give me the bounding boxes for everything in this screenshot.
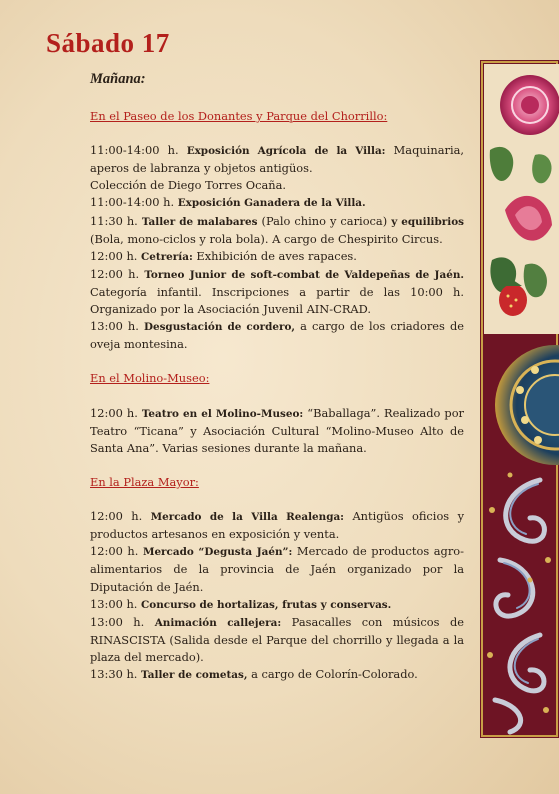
section-title: En el Molino-Museo: — [90, 371, 210, 386]
section-gap — [90, 457, 464, 474]
program-entry — [90, 194, 464, 212]
entry-text: (Palo chino y carioca) — [257, 213, 392, 228]
floral-border-svg — [480, 60, 559, 738]
entry-text: Mercado de productos agro-alimentarios de la provincia de Jaén organizado por la Diputación de Jaén. — [90, 544, 464, 594]
entry-text: 12:00 h. — [90, 266, 145, 281]
entry-text: a cargo de Colorín-Colorado. — [247, 667, 418, 681]
entry-text: 13:30 h. — [90, 667, 142, 681]
section-gap — [90, 388, 464, 405]
entry-text: 12:00 h. — [90, 509, 151, 524]
program-entry — [90, 666, 464, 684]
entry-text: (Bola, mono-ciclos y rola bola). A cargo de Chespirito Circus. — [90, 231, 443, 246]
event-name: Exposición Agrícola de la Villa: — [186, 145, 386, 158]
program-entry — [90, 266, 464, 318]
entry-text: 12:00 h. — [90, 405, 142, 420]
event-name: Torneo Junior de soft-combat de Valdepeñas de Jaén. — [144, 268, 464, 281]
entry-text: 13:00 h. — [90, 596, 142, 611]
day-heading: Sábado 17 — [46, 28, 170, 58]
program-entry — [90, 614, 464, 666]
entry-text: 12:00 h. — [90, 248, 142, 263]
entry-text: Antigüos oficios y productos artesanos en exposición y venta. — [90, 509, 464, 542]
program-entry — [90, 596, 464, 614]
program-entry — [90, 405, 464, 457]
section-gap — [90, 353, 464, 370]
entry-text: Maquinaria, aperos de labranza y objetos antigüos. — [90, 143, 464, 176]
event-name: Cetrería: — [141, 250, 193, 263]
program-entry — [90, 142, 464, 177]
entry-text: Pasacalles con músicos de RINASCISTA (Salida desde el Parque del chorrillo y llegada a la plaza del mercado). — [90, 614, 465, 664]
section-gap — [90, 125, 464, 142]
section-title: En el Paseo de los Donantes y Parque del Chorrillo: — [90, 109, 388, 123]
entry-text: “Baballaga”. Realizado por Teatro “Ticana” y Asociación Cultural “Molino-Museo Alto de Santa Ana”. Varias sesiones durante la mañana. — [90, 405, 464, 455]
entry-text: 13:00 h. — [90, 614, 155, 629]
section-gap — [90, 491, 464, 508]
program-entry — [90, 213, 464, 248]
event-name: Mercado “Degusta Jaén”: — [142, 546, 293, 559]
program-entry — [90, 543, 464, 595]
event-name: Concurso de hortalizas, frutas y conservas. — [141, 598, 392, 611]
entry-text: 11:30 h. — [90, 213, 142, 228]
floral-border-illustration — [480, 60, 559, 738]
program-entry — [90, 177, 464, 194]
entry-text: 12:00 h. — [90, 544, 143, 559]
entry-text: Colección de Diego Torres Ocaña. — [90, 178, 287, 193]
program-content — [90, 108, 464, 684]
event-name: Animación callejera: — [154, 616, 282, 629]
event-name: Mercado de la Villa Realenga: — [150, 511, 345, 524]
entry-text: 13:00 h. — [90, 319, 144, 334]
event-name: Desgustación de cordero, — [143, 321, 296, 334]
rose-flower — [500, 75, 559, 135]
entry-text: 11:00-14:00 h. — [90, 143, 187, 158]
program-entry — [90, 508, 464, 543]
event-name: Teatro en el Molino-Museo: — [141, 407, 304, 420]
period-subheading: Mañana: — [90, 71, 146, 87]
entry-text: a cargo de los criadores de oveja montesina. — [90, 319, 464, 352]
entry-text: Exhibición de aves rapaces. — [192, 248, 357, 263]
event-name: Taller de malabares — [141, 215, 258, 228]
entry-text: Categoría infantil. Inscripciones a partir de las 10:00 h. Organizado por la Asociación Juvenil AIN-CRAD. — [90, 284, 464, 317]
section-title: En la Plaza Mayor: — [90, 474, 199, 489]
event-name: Exposición Ganadera de la Villa. — [177, 197, 366, 210]
event-name: Taller de cometas, — [141, 669, 248, 681]
program-entry — [90, 248, 464, 266]
event-name: y equilibrios — [391, 215, 464, 228]
entry-text: 11:00-14:00 h. — [90, 195, 178, 210]
program-entry — [90, 318, 464, 353]
